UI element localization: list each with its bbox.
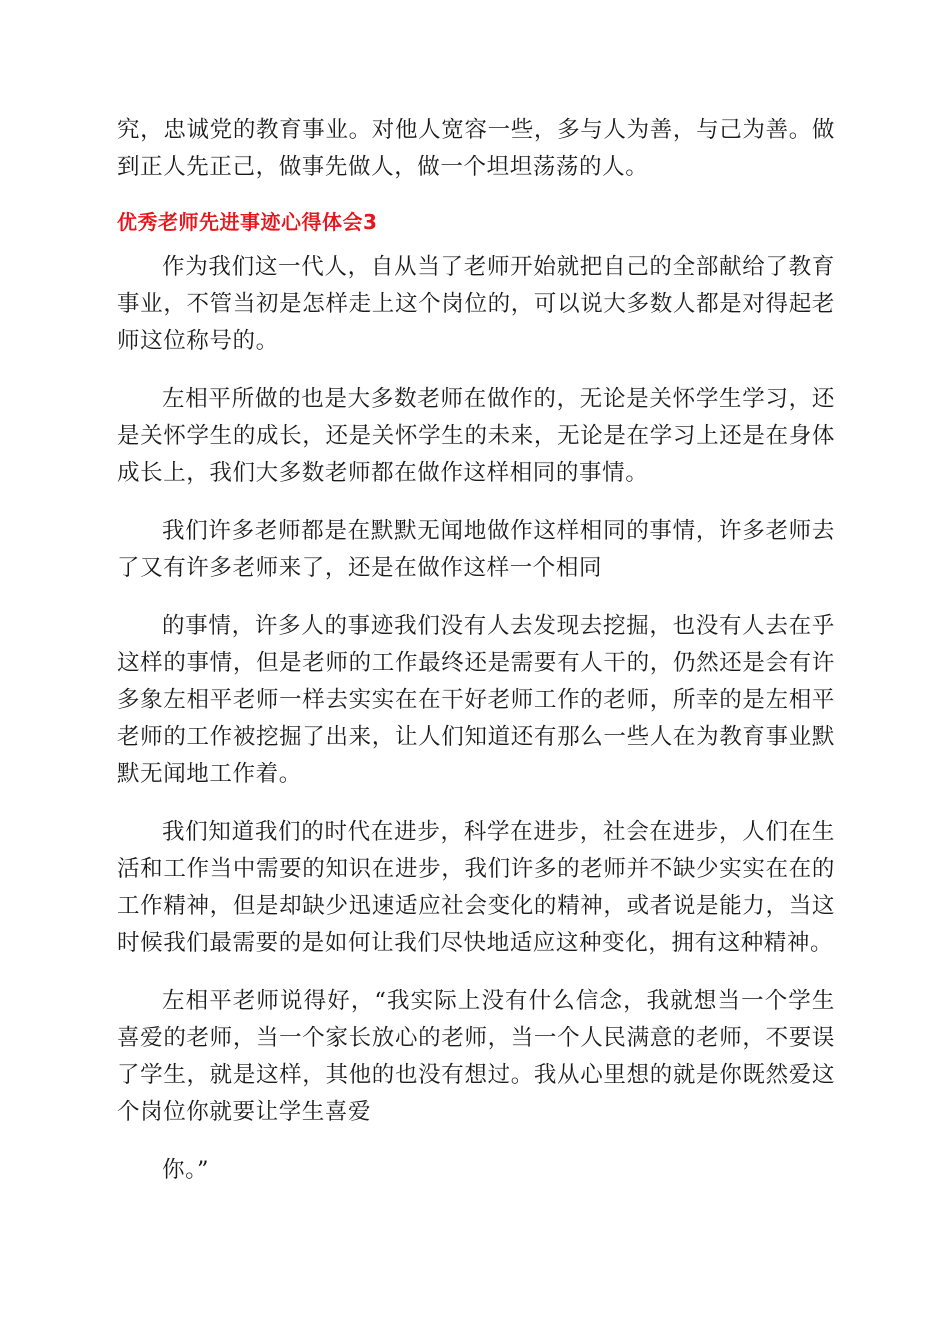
body-paragraph: 的事情，许多人的事迹我们没有人去发现去挖掘，也没有人去在乎这样的事情，但是老师的工作最终还是需要有人干的，仍然还是会有许多象左相平老师一样去实实在在干好老师工作的老师，所幸的是左相平老师的工作被挖掘了出来，让人们知道还有那么一些人在为教育事业默默无闻地工作着。 — [117, 613, 835, 787]
body-paragraph: 我们许多老师都是在默默无闻地做作这样相同的事情，许多老师去了又有许多老师来了，还是在做作这样一个相同 — [117, 518, 835, 581]
body-paragraph: 左相平所做的也是大多数老师在做作的，无论是关怀学生学习，还是关怀学生的成长，还是关怀学生的未来，无论是在学习上还是在身体成长上，我们大多数老师都在做作这样相同的事情。 — [117, 386, 835, 486]
body-paragraph: 我们知道我们的时代在进步，科学在进步，社会在进步，人们在生活和工作当中需要的知识在进步，我们许多的老师并不缺少实实在在的工作精神，但是却缺少迅速适应社会变化的精神，或者说是能力，当这时候我们最需要的是如何让我们尽快地适应这种变化，拥有这种精神。 — [117, 819, 835, 956]
body-paragraph: 左相平老师说得好，“我实际上没有什么信念，我就想当一个学生喜爱的老师，当一个家长放心的老师，当一个人民满意的老师，不要误了学生，就是这样，其他的也没有想过。我从心里想的就是你既然爱这个岗位你就要让学生喜爱 — [117, 988, 835, 1125]
document-body — [117, 112, 835, 1210]
intro-paragraph: 究，忠诚党的教育事业。对他人宽容一些，多与人为善，与己为善。做到正人先正己，做事先做人，做一个坦坦荡荡的人。 — [117, 117, 835, 180]
body-paragraph: 你。” — [162, 1157, 210, 1183]
body-paragraph: 作为我们这一代人，自从当了老师开始就把自己的全部献给了教育事业，不管当初是怎样走上这个岗位的，可以说大多数人都是对得起老师这位称号的。 — [117, 254, 835, 354]
section-heading: 优秀老师先进事迹心得体会3 — [117, 210, 378, 234]
